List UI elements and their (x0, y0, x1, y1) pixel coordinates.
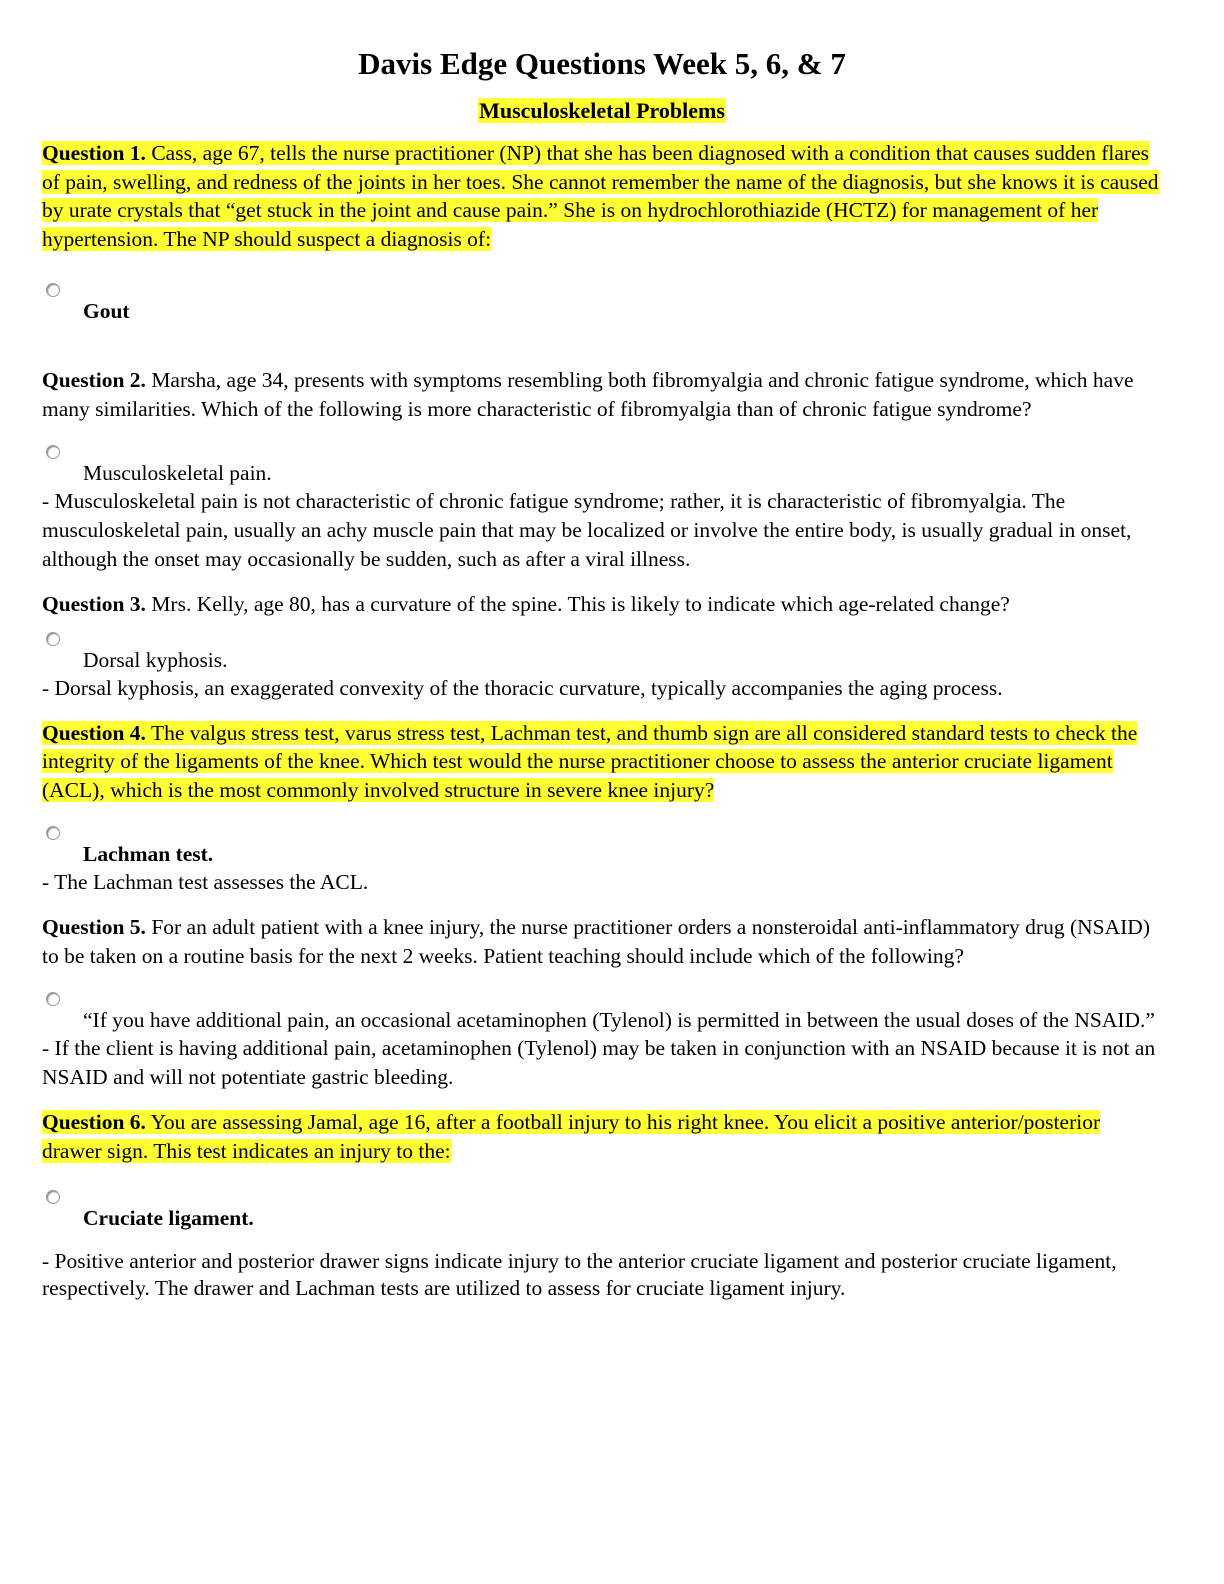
answer-1 (42, 297, 1162, 325)
radio-button-icon[interactable] (46, 1190, 60, 1204)
answer-3-text: Dorsal kyphosis. (83, 647, 228, 672)
answer-6-text: Cruciate ligament. (83, 1206, 254, 1230)
explanation-3: - Dorsal kyphosis, an exaggerated convexity of the thoracic curvature, typically accompanies the aging process. (42, 675, 1003, 700)
question-6-text: You are assessing Jamal, age 16, after a football injury to his right knee. You elicit a positive anterior/posterior drawer sign. This test indicates an injury to the: (42, 1110, 1101, 1163)
answer-2-text: Musculoskeletal pain. (83, 461, 272, 485)
question-1-label: Question 1. (42, 141, 146, 165)
document-title: Davis Edge Questions Week 5, 6, & 7 (358, 46, 846, 81)
question-5 (42, 913, 1162, 970)
radio-button-icon[interactable] (46, 992, 60, 1006)
question-4-label: Question 4. (42, 720, 146, 745)
question-4-text: The valgus stress test, varus stress test, Lachman test, and thumb sign are all considered standard tests to check the integrity of the ligaments of the knee. Which test would the nurse practitioner choose to assess the anterior cruciate ligament (ACL), which is the most commonly involved structure in severe knee injury? (42, 720, 1138, 802)
question-3-label: Question 3. (42, 592, 146, 616)
question-2 (42, 366, 1162, 423)
question-1-text: Cass, age 67, tells the nurse practitioner (NP) that she has been diagnosed with a condition that causes sudden flares of pain, swelling, and redness of the joints in her toes. She cannot remember the name of the diagnosis, but she knows it is caused by urate crystals that “get stuck in the joint and cause pain.” She is on hydrochlorothiazide (HCTZ) for management of her hypertension. The NP should suspect a diagnosis of: (42, 141, 1159, 251)
question-5-text: For an adult patient with a knee injury, the nurse practitioner orders a nonsteroidal anti-inflammatory drug (NSAID) to be taken on a routine basis for the next 2 weeks. Patient teaching should include which of the following? (42, 915, 1150, 968)
answer-3 (42, 646, 1162, 674)
explanation-2: - Musculoskeletal pain is not characteristic of chronic fatigue syndrome; rather, it is characteristic of fibromyalgia. The musculoskeletal pain, usually an achy muscle pain that may be localized or involve the entire body, is usually gradual in onset, although the onset may occasionally be sudden, such as after a viral illness. (42, 489, 1132, 571)
question-3 (42, 590, 1162, 619)
explanation-4: - The Lachman test assesses the ACL. (42, 870, 369, 894)
question-3-text: Mrs. Kelly, age 80, has a curvature of the spine. This is likely to indicate which age-related change? (151, 592, 1010, 616)
document-page (42, 38, 1162, 1302)
question-1 (42, 139, 1162, 253)
radio-button-icon[interactable] (46, 632, 60, 646)
radio-button-icon[interactable] (46, 445, 60, 459)
question-5-label: Question 5. (42, 915, 146, 939)
question-6-label: Question 6. (42, 1110, 146, 1134)
question-2-label: Question 2. (42, 368, 146, 392)
question-4 (42, 719, 1162, 805)
section-heading-wrap (42, 98, 1162, 124)
explanation-6: - Positive anterior and posterior drawer signs indicate injury to the anterior cruciate ligament and posterior cruciate ligament, respectively. The drawer and Lachman tests are utilized to assess for cruciate ligament injury. (42, 1249, 1117, 1300)
answer-5 (42, 1006, 1162, 1034)
answer-4-text: Lachman test. (83, 842, 214, 866)
radio-button-icon[interactable] (46, 283, 60, 297)
answer-2 (42, 459, 1162, 487)
answer-4 (42, 840, 1162, 868)
answer-5-text: “If you have additional pain, an occasional acetaminophen (Tylenol) is permitted in between the usual doses of the NSAID.” (83, 1008, 1155, 1032)
radio-button-icon[interactable] (46, 826, 60, 840)
answer-6 (42, 1204, 1162, 1232)
answer-1-text: Gout (83, 299, 130, 323)
question-6 (42, 1108, 1162, 1165)
question-2-text: Marsha, age 34, presents with symptoms resembling both fibromyalgia and chronic fatigue syndrome, which have many similarities. Which of the following is more characteristic of fibromyalgia than of chronic fatigue syndrome? (42, 368, 1134, 421)
section-heading: Musculoskeletal Problems (479, 98, 725, 123)
explanation-5: - If the client is having additional pain, acetaminophen (Tylenol) may be taken in conjunction with an NSAID because it is not an NSAID and will not potentiate gastric bleeding. (42, 1036, 1156, 1089)
